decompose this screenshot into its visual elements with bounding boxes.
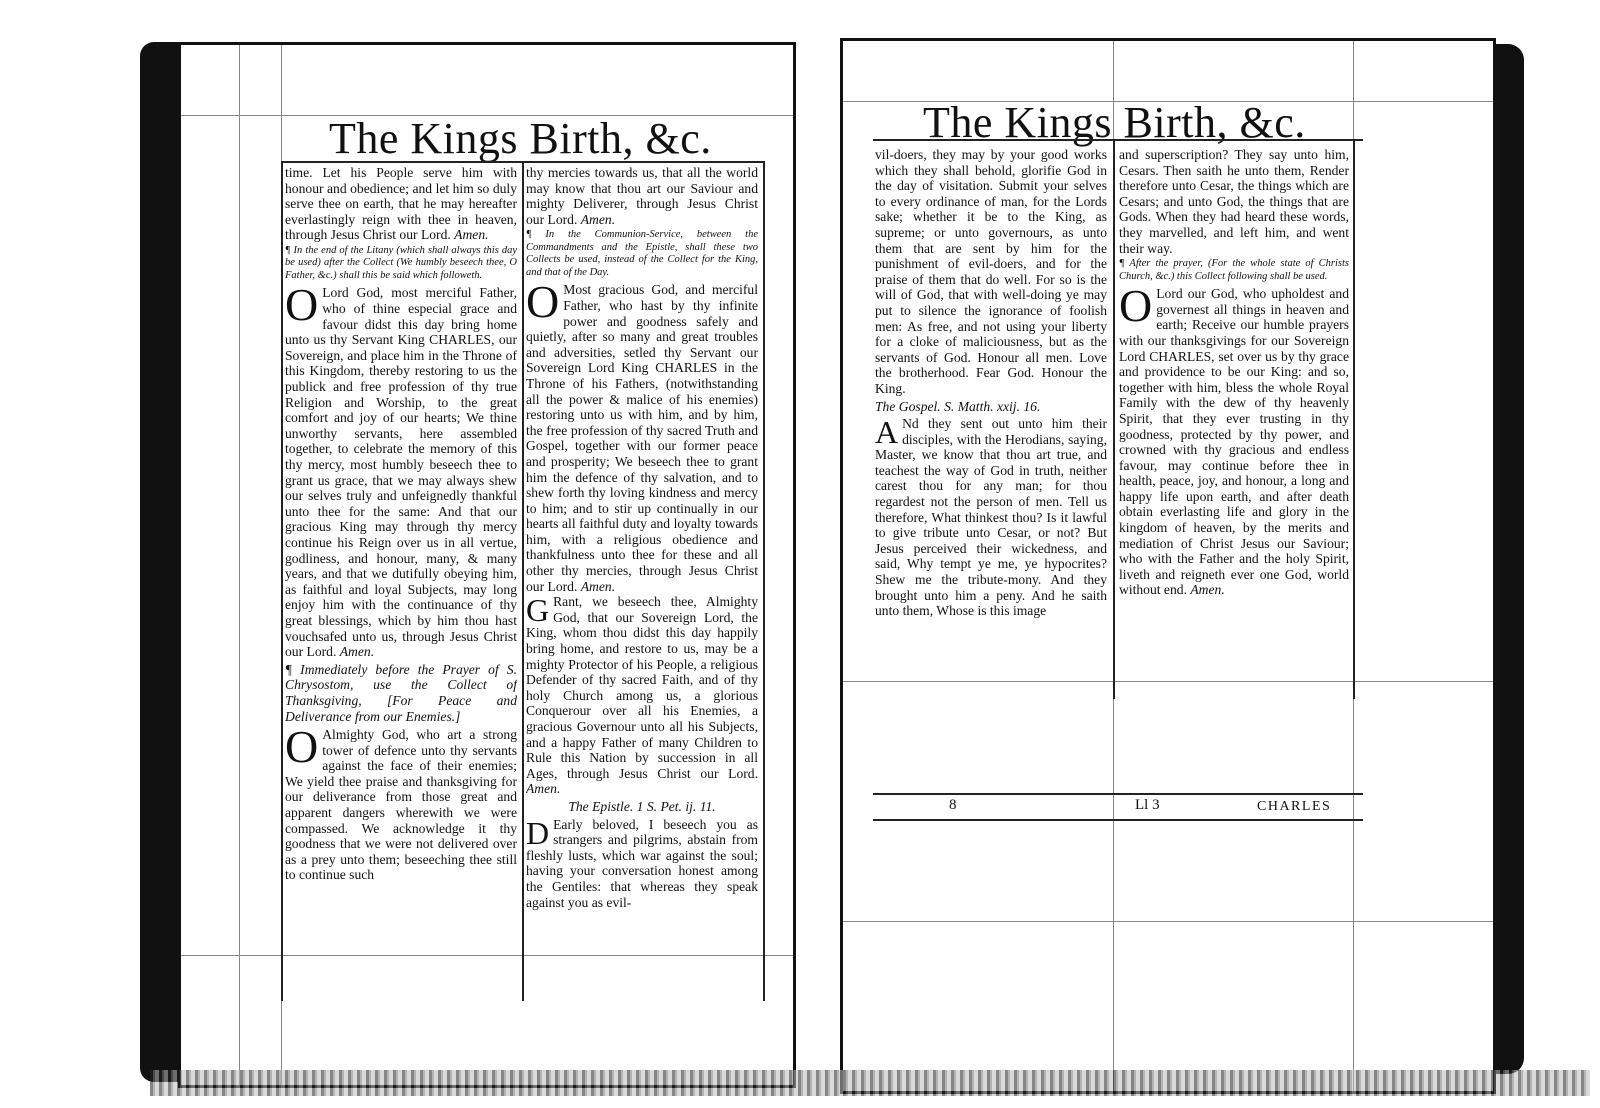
paragraph: time. Let his People serve him with honour and obedience; and let him so duly serve thee on earth, that he may hereafter everlastingly reign with thee in heaven, through Jesus Christ our Lord. Amen. bbox=[285, 165, 517, 243]
collect-paragraph: O Most gracious God, and merciful Father, who hast by thy infinite power and goodness safely and quietly, after so many and great troubles and adversities, setled thy Servant our Sovereign Lord King CHARLES in the Throne of his Fathers, (notwithstanding all the power & malice of his enemies) restoring unto us with him, and by him, the free profession of thy sacred Truth and Gospel, together with our former peace and prosperity; We beseech thee to grant him the defence of thy salvation, and to shew forth thy loving kindness and mercy to him; and to stir up continually in our hearts all faithful duty and loyalty towards him, with a religious obedience and thankfulness unto thee for these and all other thy mercies, through Jesus Christ our Lord. Amen. bbox=[526, 276, 758, 594]
ruled-line bbox=[843, 921, 1493, 922]
right-page bbox=[840, 38, 1496, 1094]
gospel-continuation: and superscription? They say unto him, Cesars. Then saith he unto them, Render therefore unto Cesar, the things which are Cesars; and unto God, the things that are Gods. When they had heard these words, they marvelled, and left him, and went their way. bbox=[1119, 147, 1349, 256]
drop-cap: O bbox=[1119, 280, 1153, 332]
left-page bbox=[178, 42, 796, 1088]
collect-paragraph: O Lord our God, who upholdest and governest all things in heaven and earth; Receive our humble prayers with our thanksgivings for our Sovereign Lord CHARLES, set over us by thy grace and providence to be our King: and so, together with him, bless the whole Royal Family with the dew of thy heavenly Spirit, that they ever trusting in thy goodness, protected by thy power, and crowned with thy gracious and endless favour, may continue before thee in health, peace, joy, and honour, a long and happy life upon earth, and after death obtain everlasting life and glory in the kingdom of heaven, by the merits and mediation of Christ Jesus our Saviour; who with the Father and the holy Spirit, liveth and reigneth ever one God, world without end. Amen. bbox=[1119, 280, 1349, 598]
collect-paragraph: O Almighty God, who art a strong tower of defence unto thy servants against the face of their enemies; We yield thee praise and thanksgiving for our deliverance from those great and apparent dangers wherewith we were compassed. We acknowledge it thy goodness that we were not delivered over as a prey unto them; beseeching thee still to continue such bbox=[285, 721, 517, 883]
drop-cap: O bbox=[526, 276, 560, 328]
epistle-heading: The Epistle. 1 S. Pet. ij. 11. bbox=[568, 798, 716, 814]
gospel-paragraph: A Nd they sent out unto him their disciples, with the Herodians, saying, Master, we know that thou art true, and teachest the way of God in truth, neither carest thou for any man; for thou regardest not the person of men. Tell us therefore, What thinkest thou? Is it lawful to give tribute unto Cesar, or not? But Jesus perceived their wickedness, and said, Why tempt ye me, ye hypocrites? Shew me the tribute-mony. And they brought unto him a peny. And he saith unto them, Whose is this image bbox=[875, 414, 1107, 619]
text-column-2 bbox=[1119, 147, 1349, 697]
column-rule-right bbox=[763, 161, 765, 1001]
rubric: ¶ In the end of the Litany (which shall always this day be used) after the Collect (We humbly beseech thee, O Father, &c.) shall this be said which followeth. bbox=[285, 244, 517, 281]
catchword: CHARLES bbox=[1257, 799, 1332, 814]
signature-mark: Ll 3 bbox=[1135, 797, 1160, 813]
rubric: ¶ After the prayer, (For the whole state of Christs Church, &c.) this Collect following shall be used. bbox=[1119, 258, 1349, 282]
column-rule-left bbox=[281, 161, 283, 1001]
page-number: 8 bbox=[949, 797, 957, 813]
epistle-continuation: vil-doers, they may by your good works which they shall behold, glorifie God in the day of visitation. Submit your selves to every ordinance of man, for the Lords sake; whether it be to the King, as supreme; or unto governours, as unto them that are sent by him for the punishment of evil-doers, and for the praise of them that do well. For so is the will of God, that with well-doing ye may put to silence the ignorance of foolish men: As free, and not using your liberty for a cloke of maliciousness, but as the servants of God. Honour all men. Love the brotherhood. Fear God. Honour the King. bbox=[875, 147, 1107, 396]
page-title: The Kings Birth, &c. bbox=[923, 98, 1306, 147]
paragraph: thy mercies towards us, that all the world may know that thou art our Saviour and mighty Deliverer, through Jesus Christ our Lord. Amen. bbox=[526, 165, 758, 227]
drop-cap: A bbox=[875, 414, 899, 451]
scan-shadow bbox=[150, 1070, 1590, 1096]
column-rule-middle bbox=[522, 161, 524, 1001]
left-book-edge bbox=[140, 42, 182, 1082]
gospel-heading: The Gospel. S. Matth. xxij. 16. bbox=[875, 398, 1041, 414]
column-rule-right bbox=[1353, 139, 1355, 699]
collect-paragraph: G Rant, we beseech thee, Almighty God, that our Sovereign Lord, the King, whom thou didst this day happily bring home, and restore to us, may be a mighty Protector of his People, a religious Defender of thy sacred Faith, and of thy holy Church among us, a glorious Conquerour over all his Enemies, a gracious Governour unto all his Subjects, and a happy Father of many Children to Rule this Nation by succession in all Ages, through Jesus Christ our Lord. Amen. bbox=[526, 592, 758, 797]
footer-rule-bottom bbox=[873, 819, 1363, 821]
header-rule bbox=[873, 139, 1363, 141]
page-title: The Kings Birth, &c. bbox=[329, 114, 712, 163]
collect-paragraph: O Lord God, most merciful Father, who of thine especial grace and favour didst this day bring home unto us thy Servant King CHARLES, our Sovereign, and place him in the Throne of this Kingdom, thereby restoring to us the publick and free profession of thy true Religion and Worship, to the great comfort and joy of our hearts; We thine unworthy servants, here assembled together, to celebrate the memory of this thy mercy, most humbly beseech thee to grant us grace, that we may always shew our selves truly and unfeignedly thankful unto thee for the same: And that our gracious King may through thy mercy continue his Reign over us in all vertue, godliness, and honour, many, & many years, and that we dutifully obeying him, as faithful and loyal Subjects, may long enjoy him with the continuance of thy great blessings, which by him thou hast vouchsafed unto us, through Jesus Christ our Lord. Amen. bbox=[285, 279, 517, 660]
column-rule-middle bbox=[1113, 139, 1115, 699]
text-column-1 bbox=[875, 147, 1107, 697]
drop-cap: G bbox=[526, 592, 550, 629]
drop-cap: D bbox=[526, 814, 550, 851]
drop-cap: O bbox=[285, 279, 319, 331]
text-column-1 bbox=[285, 165, 517, 965]
ruled-line bbox=[239, 45, 240, 1085]
epistle-paragraph: D Early beloved, I beseech you as strangers and pilgrims, abstain from fleshly lusts, which war against the soul; having your conversation honest among the Gentiles: that whereas they speak against you as evil- bbox=[526, 814, 758, 910]
footer-rule-top bbox=[873, 793, 1363, 795]
rubric: ¶ Immediately before the Prayer of S. Chrysostom, use the Collect of Thanksgiving, [For Peace and Deliverance from our Enemies.] bbox=[285, 661, 517, 724]
rubric: ¶ In the Communion-Service, between the Commandments and the Epistle, shall these two Collects be used, instead of the Collect for the King, and that of the Day. bbox=[526, 229, 758, 278]
drop-cap: O bbox=[285, 721, 319, 773]
text-column-2 bbox=[526, 165, 758, 965]
